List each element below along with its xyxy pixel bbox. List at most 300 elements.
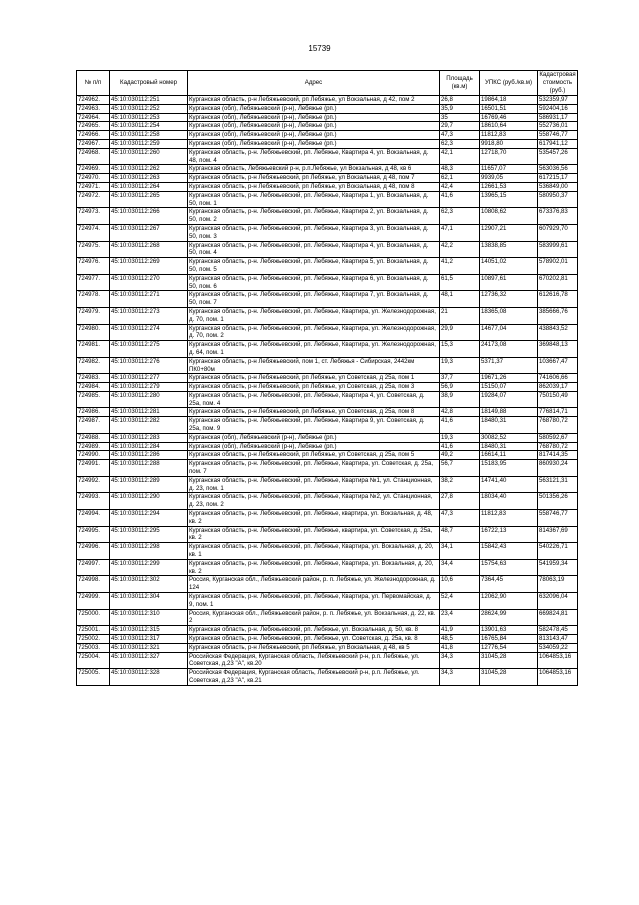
upks-cell: 31045,28 — [480, 669, 538, 686]
area-cell: 41,6 — [440, 442, 480, 451]
column-header-cadastral-value: Кадастровая стоимость (руб.) — [539, 71, 576, 94]
upks-cell: 13965,15 — [480, 191, 538, 208]
cadastral-number-cell: 45:10:030112:284 — [110, 442, 188, 451]
area-cell: 62,3 — [440, 208, 480, 225]
row-number-cell: 724995. — [77, 526, 110, 543]
cadastral-number-cell: 45:10:030112:283 — [110, 433, 188, 442]
cadastral-number-cell: 45:10:030112:252 — [110, 104, 188, 113]
cadastral-number-cell: 45:10:030112:264 — [110, 182, 188, 191]
area-cell: 47,3 — [440, 131, 480, 140]
area-cell: 34,3 — [440, 669, 480, 686]
area-cell: 56,7 — [440, 460, 480, 477]
cadastral-number-cell: 45:10:030112:302 — [110, 576, 188, 593]
row-number-cell: 724988. — [77, 433, 110, 442]
area-cell: 42,8 — [440, 408, 480, 417]
cadastral-number-cell: 45:10:030112:262 — [110, 165, 188, 174]
upks-cell: 19284,07 — [480, 391, 538, 408]
area-cell: 19,3 — [440, 357, 480, 374]
address-cell: Курганская область, р-н Лебяжьевский, рп Лебяжье, ул Советская, д 25а, пом 1 — [188, 374, 440, 383]
area-cell: 49,2 — [440, 451, 480, 460]
upks-cell: 19671,26 — [480, 374, 538, 383]
upks-cell: 24173,08 — [480, 341, 538, 358]
cadastral-number-cell: 45:10:030112:281 — [110, 408, 188, 417]
row-number-cell: 724973. — [77, 208, 110, 225]
area-cell: 29,9 — [440, 324, 480, 341]
cadastral-value-cell: 534059,22 — [538, 643, 578, 652]
table-row — [77, 104, 578, 113]
area-cell: 35,9 — [440, 104, 480, 113]
area-cell: 48,5 — [440, 635, 480, 644]
area-cell: 41,2 — [440, 258, 480, 275]
address-cell: Россия, Курганская обл., Лебяжьевский район, р. п. Лебяжье, ул. Вокзальная, д. 22, кв. 2 — [188, 609, 440, 626]
upks-cell: 14677,04 — [480, 324, 538, 341]
upks-cell: 18149,88 — [480, 408, 538, 417]
upks-cell: 16765,84 — [480, 635, 538, 644]
column-header-address: Адрес — [188, 71, 440, 96]
address-cell: Курганская область, р-н. Лебяжьевский, рп. Лебяжье, Квартира, ул. Железнодорожная, д. 70, пом. 1 — [188, 307, 440, 324]
cadastral-value-cell: 813143,47 — [538, 635, 578, 644]
row-number-cell: 724981. — [77, 341, 110, 358]
address-cell: Курганская область, р-н Лебяжьевский, пом 1, ст. Лебяжья - Сибирская, 2442км ПК0+80м — [188, 357, 440, 374]
address-cell: Курганская область, р-н. Лебяжьевский, рп. Лебяжье, Квартира, ул. Советская, д. 25а, пом. 7 — [188, 460, 440, 477]
area-cell: 23,4 — [440, 609, 480, 626]
table-row — [77, 131, 578, 140]
cadastral-value-cell: 532359,97 — [538, 96, 578, 105]
cadastral-number-cell: 45:10:030112:304 — [110, 593, 188, 610]
table-row — [77, 652, 578, 669]
upks-cell: 11812,83 — [480, 131, 538, 140]
row-number-cell: 724983. — [77, 374, 110, 383]
table-row — [77, 643, 578, 652]
row-number-cell: 724987. — [77, 417, 110, 434]
cadastral-value-cell: 617941,12 — [538, 139, 578, 148]
table-row — [77, 191, 578, 208]
cadastral-number-cell: 45:10:030112:277 — [110, 374, 188, 383]
address-cell: Курганская область, р-н. Лебяжьевский, рп. Лебяжье, Квартира №1, ул. Станционная, д. 23, пом. 1 — [188, 476, 440, 493]
table-row — [77, 258, 578, 275]
row-number-cell: 724990. — [77, 451, 110, 460]
upks-cell: 19864,18 — [480, 96, 538, 105]
column-header-number: № п/п — [77, 71, 110, 96]
table-row — [77, 241, 578, 258]
cadastral-value-cell: 1064853,16 — [538, 652, 578, 669]
cadastral-number-cell: 45:10:030112:279 — [110, 383, 188, 392]
address-cell: Курганская область, р-н. Лебяжьевский, рп. Лебяжье, Квартира, ул. Железнодорожная, д. 70, пом. 2 — [188, 324, 440, 341]
address-cell: Курганская область, р-н Лебяжьевский, рп Лебяжье, ул Вокзальная, д 48, пом 7 — [188, 174, 440, 183]
area-cell: 52,4 — [440, 593, 480, 610]
cadastral-value-cell: 578902,01 — [538, 258, 578, 275]
table-row — [77, 96, 578, 105]
table-row — [77, 122, 578, 131]
row-number-cell: 724976. — [77, 258, 110, 275]
cadastral-number-cell: 45:10:030112:266 — [110, 208, 188, 225]
table-row — [77, 442, 578, 451]
upks-cell: 9918,80 — [480, 139, 538, 148]
cadastral-value-cell: 586931,17 — [538, 113, 578, 122]
cadastral-value-cell: 1064853,16 — [538, 669, 578, 686]
table-row — [77, 576, 578, 593]
address-cell: Российская Федерация, Курганская область, Лебяжьевский р-н, р.п. Лебяжье, ул. Советская, д.23 "А", кв.20 — [188, 652, 440, 669]
area-cell: 37,7 — [440, 374, 480, 383]
row-number-cell: 724997. — [77, 559, 110, 576]
address-cell: Курганская область, р-н Лебяжьевский, рп Лебяжье, ул Вокзальная, д 48, пом 8 — [188, 182, 440, 191]
upks-cell: 18480,31 — [480, 442, 538, 451]
cadastral-number-cell: 45:10:030112:282 — [110, 417, 188, 434]
upks-cell: 12062,90 — [480, 593, 538, 610]
cadastral-number-cell: 45:10:030112:290 — [110, 493, 188, 510]
address-cell: Курганская область, Лебяжьевский р-н, р.п.Лебяжье, ул Вокзальная, д 48, кв 6 — [188, 165, 440, 174]
upks-cell: 7364,45 — [480, 576, 538, 593]
cadastral-value-cell: 535457,26 — [538, 148, 578, 165]
table-row — [77, 559, 578, 576]
address-cell: Курганская (обл), Лебяжьевский (р-н), Лебяжье (рп.) — [188, 433, 440, 442]
table-row — [77, 291, 578, 308]
upks-cell: 15842,43 — [480, 543, 538, 560]
table-row — [77, 493, 578, 510]
area-cell: 47,3 — [440, 510, 480, 527]
cadastral-value-cell: 583999,61 — [538, 241, 578, 258]
table-row — [77, 460, 578, 477]
table-row — [77, 374, 578, 383]
cadastral-value-cell: 768780,72 — [538, 417, 578, 434]
table-row — [77, 307, 578, 324]
cadastral-number-cell: 45:10:030112:251 — [110, 96, 188, 105]
address-cell: Курганская область, р-н. Лебяжьевский, рп. Лебяжье, Квартира 4, ул. Советская, д. 25а, пом. 4 — [188, 391, 440, 408]
area-cell: 48,1 — [440, 291, 480, 308]
cadastral-number-cell: 45:10:030112:259 — [110, 139, 188, 148]
cadastral-number-cell: 45:10:030112:328 — [110, 669, 188, 686]
address-cell: Курганская (обл), Лебяжьевский (р-н), Лебяжье (рп.) — [188, 131, 440, 140]
cadastral-number-cell: 45:10:030112:274 — [110, 324, 188, 341]
cadastral-number-cell: 45:10:030112:280 — [110, 391, 188, 408]
cadastral-value-cell: 860930,24 — [538, 460, 578, 477]
cadastral-number-cell: 45:10:030112:315 — [110, 626, 188, 635]
upks-cell: 18610,64 — [480, 122, 538, 131]
table-row — [77, 433, 578, 442]
upks-cell: 5371,37 — [480, 357, 538, 374]
table-row — [77, 324, 578, 341]
row-number-cell: 724975. — [77, 241, 110, 258]
address-cell: Курганская область, р-н. Лебяжьевский, рп. Лебяжье, Квартира 2, ул. Вокзальная, д. 50, пом. 2 — [188, 208, 440, 225]
area-cell: 35 — [440, 113, 480, 122]
area-cell: 10,6 — [440, 576, 480, 593]
address-cell: Курганская область, р-н Лебяжьевский, рп Лебяжье, ул Вокзальная, д 42, пом 2 — [188, 96, 440, 105]
table-row — [77, 476, 578, 493]
address-cell: Курганская область, р-н. Лебяжьевский, рп. Лебяжье, ул. Советская, д. 25а, кв. 8 — [188, 635, 440, 644]
upks-cell: 12907,21 — [480, 224, 538, 241]
address-cell: Курганская область, р-н Лебяжьевский, рп Лебяжье, ул Советская, д 25а, пом 8 — [188, 408, 440, 417]
cadastral-number-cell: 45:10:030112:253 — [110, 113, 188, 122]
cadastral-value-cell: 612616,78 — [538, 291, 578, 308]
upks-cell: 18365,08 — [480, 307, 538, 324]
area-cell: 61,5 — [440, 274, 480, 291]
table-row — [77, 593, 578, 610]
upks-cell: 16722,13 — [480, 526, 538, 543]
table-row — [77, 669, 578, 686]
area-cell: 56,9 — [440, 383, 480, 392]
address-cell: Курганская область, р-н. Лебяжьевский, рп. Лебяжье, Квартира, ул. Первомайская, д. 9, пом. 1 — [188, 593, 440, 610]
address-cell: Курганская (обл), Лебяжьевский (р-н), Лебяжье (рп.) — [188, 442, 440, 451]
cadastral-number-cell: 45:10:030112:269 — [110, 258, 188, 275]
cadastral-value-cell: 369848,13 — [538, 341, 578, 358]
cadastral-value-cell: 552736,01 — [538, 122, 578, 131]
row-number-cell: 724963. — [77, 104, 110, 113]
cadastral-value-cell: 582478,45 — [538, 626, 578, 635]
column-header-cadastral-number: Кадастровый номер — [110, 71, 188, 96]
cadastral-number-cell: 45:10:030112:286 — [110, 451, 188, 460]
cadastral-number-cell: 45:10:030112:260 — [110, 148, 188, 165]
cadastral-value-cell: 558746,77 — [538, 510, 578, 527]
table-row — [77, 274, 578, 291]
cadastral-number-cell: 45:10:030112:289 — [110, 476, 188, 493]
row-number-cell: 724979. — [77, 307, 110, 324]
address-cell: Курганская (обл), Лебяжьевский (р-н), Лебяжье (рп.) — [188, 122, 440, 131]
row-number-cell: 724993. — [77, 493, 110, 510]
address-cell: Курганская область, р-н. Лебяжьевский, рп. Лебяжье, Квартира 1, ул. Вокзальная, д. 50, пом. 1 — [188, 191, 440, 208]
address-cell: Курганская область, р-н Лебяжьевский, рп Лебяжье, ул Вокзальная, д 48, кв 5 — [188, 643, 440, 652]
upks-cell: 18480,31 — [480, 417, 538, 434]
upks-cell: 16614,11 — [480, 451, 538, 460]
upks-cell: 16501,51 — [480, 104, 538, 113]
cadastral-value-cell: 541959,34 — [538, 559, 578, 576]
area-cell: 27,8 — [440, 493, 480, 510]
cadastral-value-table — [76, 70, 578, 686]
cadastral-number-cell: 45:10:030112:276 — [110, 357, 188, 374]
row-number-cell: 724994. — [77, 510, 110, 527]
cadastral-value-cell: 750150,49 — [538, 391, 578, 408]
row-number-cell: 724977. — [77, 274, 110, 291]
address-cell: Курганская область, р-н. Лебяжьевский, рп. Лебяжье, Квартира, ул. Вокзальная, д. 20, кв. 1 — [188, 543, 440, 560]
address-cell: Курганская область, р-н. Лебяжьевский, рп. Лебяжье, Квартира, ул. Вокзальная, д. 20, кв. 2 — [188, 559, 440, 576]
row-number-cell: 724968. — [77, 148, 110, 165]
row-number-cell: 724972. — [77, 191, 110, 208]
cadastral-value-cell: 540226,71 — [538, 543, 578, 560]
table-row — [77, 224, 578, 241]
column-header-area: Площадь (кв.м) — [440, 71, 480, 96]
area-cell: 41,8 — [440, 643, 480, 652]
address-cell: Курганская область, р-н. Лебяжьевский, рп. Лебяжье, ул. Вокзальная, д. 50, кв. 8 — [188, 626, 440, 635]
cadastral-number-cell: 45:10:030112:295 — [110, 526, 188, 543]
upks-cell: 28624,99 — [480, 609, 538, 626]
address-cell: Курганская область, р-н. Лебяжьевский, рп. Лебяжье, Квартира, ул. Железнодорожная, д. 64, пом. 1 — [188, 341, 440, 358]
cadastral-value-cell: 592404,16 — [538, 104, 578, 113]
cadastral-number-cell: 45:10:030112:294 — [110, 510, 188, 527]
address-cell: Курганская область, р-н. Лебяжьевский, рп. Лебяжье, Квартира 4, ул. Вокзальная, д. 48, пом. 4 — [188, 148, 440, 165]
upks-cell: 10897,61 — [480, 274, 538, 291]
table-row — [77, 609, 578, 626]
cadastral-value-cell: 558746,77 — [538, 131, 578, 140]
table-row — [77, 357, 578, 374]
area-cell: 48,7 — [440, 526, 480, 543]
area-cell: 34,3 — [440, 652, 480, 669]
table-row — [77, 635, 578, 644]
row-number-cell: 724970. — [77, 174, 110, 183]
upks-cell: 11657,07 — [480, 165, 538, 174]
cadastral-number-cell: 45:10:030112:310 — [110, 609, 188, 626]
table-row — [77, 510, 578, 527]
cadastral-value-cell: 670202,81 — [538, 274, 578, 291]
upks-cell: 11812,83 — [480, 510, 538, 527]
area-cell: 19,3 — [440, 433, 480, 442]
table-body — [77, 96, 578, 686]
upks-cell: 15754,63 — [480, 559, 538, 576]
area-cell: 21 — [440, 307, 480, 324]
cadastral-value-cell: 563036,56 — [538, 165, 578, 174]
area-cell: 41,6 — [440, 417, 480, 434]
address-cell: Курганская (обл), Лебяжьевский (р-н), Лебяжье (рп.) — [188, 113, 440, 122]
row-number-cell: 724969. — [77, 165, 110, 174]
area-cell: 41,6 — [440, 191, 480, 208]
area-cell: 15,3 — [440, 341, 480, 358]
table-row — [77, 208, 578, 225]
cadastral-value-cell: 607929,70 — [538, 224, 578, 241]
cadastral-number-cell: 45:10:030112:267 — [110, 224, 188, 241]
row-number-cell: 724998. — [77, 576, 110, 593]
cadastral-value-cell: 580950,37 — [538, 191, 578, 208]
cadastral-value-cell: 617215,17 — [538, 174, 578, 183]
cadastral-value-cell: 438843,52 — [538, 324, 578, 341]
address-cell: Курганская (обл), Лебяжьевский (р-н), Лебяжье (рп.) — [188, 139, 440, 148]
cadastral-number-cell: 45:10:030112:298 — [110, 543, 188, 560]
cadastral-number-cell: 45:10:030112:258 — [110, 131, 188, 140]
cadastral-number-cell: 45:10:030112:288 — [110, 460, 188, 477]
cadastral-value-cell: 669824,81 — [538, 609, 578, 626]
address-cell: Курганская область, р-н. Лебяжьевский, рп. Лебяжье, Квартира 4, ул. Вокзальная, д. 50, пом. 4 — [188, 241, 440, 258]
area-cell: 34,1 — [440, 543, 480, 560]
table-row — [77, 391, 578, 408]
row-number-cell: 725005. — [77, 669, 110, 686]
row-number-cell: 725004. — [77, 652, 110, 669]
address-cell: Российская Федерация, Курганская область, Лебяжьевский р-н, р.п. Лебяжье, ул. Советская, д.23 "А", кв.21 — [188, 669, 440, 686]
row-number-cell: 724992. — [77, 476, 110, 493]
cadastral-number-cell: 45:10:030112:263 — [110, 174, 188, 183]
row-number-cell: 724989. — [77, 442, 110, 451]
cadastral-number-cell: 45:10:030112:271 — [110, 291, 188, 308]
column-header-upks: УПКС (руб./кв.м) — [480, 71, 538, 96]
cadastral-number-cell: 45:10:030112:299 — [110, 559, 188, 576]
address-cell: Курганская область, р-н Лебяжьевский, рп Лебяжье, ул Советская, д 25а, пом 5 — [188, 451, 440, 460]
upks-cell: 15183,95 — [480, 460, 538, 477]
area-cell: 29,7 — [440, 122, 480, 131]
cadastral-value-cell: 536849,00 — [538, 182, 578, 191]
row-number-cell: 724980. — [77, 324, 110, 341]
row-number-cell: 724967. — [77, 139, 110, 148]
row-number-cell: 724962. — [77, 96, 110, 105]
area-cell: 62,3 — [440, 139, 480, 148]
address-cell: Курганская область, р-н. Лебяжьевский, рп. Лебяжье, Квартира 9, ул. Советская, д. 25а, пом. 9 — [188, 417, 440, 434]
cadastral-number-cell: 45:10:030112:270 — [110, 274, 188, 291]
table-row — [77, 113, 578, 122]
upks-cell: 9939,05 — [480, 174, 538, 183]
upks-cell: 12718,70 — [480, 148, 538, 165]
cadastral-value-cell: 673376,83 — [538, 208, 578, 225]
cadastral-value-cell: 632096,04 — [538, 593, 578, 610]
address-cell: Курганская область, р-н. Лебяжьевский, рп. Лебяжье, квартира, ул. Вокзальная, д. 48, кв. 2 — [188, 510, 440, 527]
cadastral-value-cell: 768780,72 — [538, 442, 578, 451]
row-number-cell: 724985. — [77, 391, 110, 408]
cadastral-value-cell: 385666,76 — [538, 307, 578, 324]
area-cell: 38,2 — [440, 476, 480, 493]
upks-cell: 15150,07 — [480, 383, 538, 392]
cadastral-value-cell: 580592,67 — [538, 433, 578, 442]
address-cell: Курганская область, р-н Лебяжьевский, рп Лебяжье, ул Советская, д 25а, пом 3 — [188, 383, 440, 392]
address-cell: Курганская область, р-н. Лебяжьевский, рп. Лебяжье, Квартира 6, ул. Вокзальная, д. 50, пом. 6 — [188, 274, 440, 291]
cadastral-number-cell: 45:10:030112:275 — [110, 341, 188, 358]
row-number-cell: 724999. — [77, 593, 110, 610]
area-cell: 38,9 — [440, 391, 480, 408]
cadastral-value-cell: 776814,71 — [538, 408, 578, 417]
upks-cell: 12736,32 — [480, 291, 538, 308]
cadastral-number-cell: 45:10:030112:273 — [110, 307, 188, 324]
cadastral-value-cell: 78063,19 — [538, 576, 578, 593]
address-cell: Курганская область, р-н. Лебяжьевский, рп. Лебяжье, Квартира 5, ул. Вокзальная, д. 50, пом. 5 — [188, 258, 440, 275]
upks-cell: 12776,54 — [480, 643, 538, 652]
upks-cell: 12661,53 — [480, 182, 538, 191]
area-cell: 42,2 — [440, 241, 480, 258]
address-cell: Курганская область, р-н. Лебяжьевский, рп. Лебяжье, квартира, ул. Советская, д. 25а, кв. 2 — [188, 526, 440, 543]
cadastral-number-cell: 45:10:030112:327 — [110, 652, 188, 669]
cadastral-value-cell: 563121,31 — [538, 476, 578, 493]
upks-cell: 30082,52 — [480, 433, 538, 442]
cadastral-number-cell: 45:10:030112:321 — [110, 643, 188, 652]
area-cell: 34,4 — [440, 559, 480, 576]
cadastral-value-cell: 103667,47 — [538, 357, 578, 374]
address-cell: Россия, Курганская обл., Лебяжьевский район, р. п. Лебяжье, ул. Железнодорожная, д. 124 — [188, 576, 440, 593]
row-number-cell: 724965. — [77, 122, 110, 131]
area-cell: 42,1 — [440, 148, 480, 165]
table-header-row — [77, 71, 578, 96]
table-row — [77, 174, 578, 183]
upks-cell: 14741,40 — [480, 476, 538, 493]
upks-cell: 31045,28 — [480, 652, 538, 669]
cadastral-value-cell: 817414,35 — [538, 451, 578, 460]
row-number-cell: 724964. — [77, 113, 110, 122]
upks-cell: 18034,40 — [480, 493, 538, 510]
cadastral-number-cell: 45:10:030112:265 — [110, 191, 188, 208]
row-number-cell: 724974. — [77, 224, 110, 241]
row-number-cell: 724982. — [77, 357, 110, 374]
area-cell: 47,1 — [440, 224, 480, 241]
table-row — [77, 451, 578, 460]
area-cell: 26,8 — [440, 96, 480, 105]
table-row — [77, 139, 578, 148]
row-number-cell: 724996. — [77, 543, 110, 560]
area-cell: 42,4 — [440, 182, 480, 191]
cadastral-value-cell: 814367,69 — [538, 526, 578, 543]
table-row — [77, 626, 578, 635]
table-row — [77, 408, 578, 417]
cadastral-number-cell: 45:10:030112:254 — [110, 122, 188, 131]
row-number-cell: 724971. — [77, 182, 110, 191]
upks-cell: 16769,46 — [480, 113, 538, 122]
table-row — [77, 182, 578, 191]
table-row — [77, 543, 578, 560]
table-row — [77, 383, 578, 392]
row-number-cell: 725001. — [77, 626, 110, 635]
row-number-cell: 724978. — [77, 291, 110, 308]
row-number-cell: 724991. — [77, 460, 110, 477]
page-number: 15739 — [308, 44, 331, 53]
row-number-cell: 725003. — [77, 643, 110, 652]
table-row — [77, 526, 578, 543]
address-cell: Курганская область, р-н. Лебяжьевский, рп. Лебяжье, Квартира 7, ул. Вокзальная, д. 50, пом. 7 — [188, 291, 440, 308]
row-number-cell: 725002. — [77, 635, 110, 644]
upks-cell: 13838,85 — [480, 241, 538, 258]
cadastral-number-cell: 45:10:030112:268 — [110, 241, 188, 258]
address-cell: Курганская (обл), Лебяжьевский (р-н), Лебяжье (рп.) — [188, 104, 440, 113]
address-cell: Курганская область, р-н. Лебяжьевский, рп. Лебяжье, Квартира 3, ул. Вокзальная, д. 50, пом. 3 — [188, 224, 440, 241]
table-row — [77, 165, 578, 174]
